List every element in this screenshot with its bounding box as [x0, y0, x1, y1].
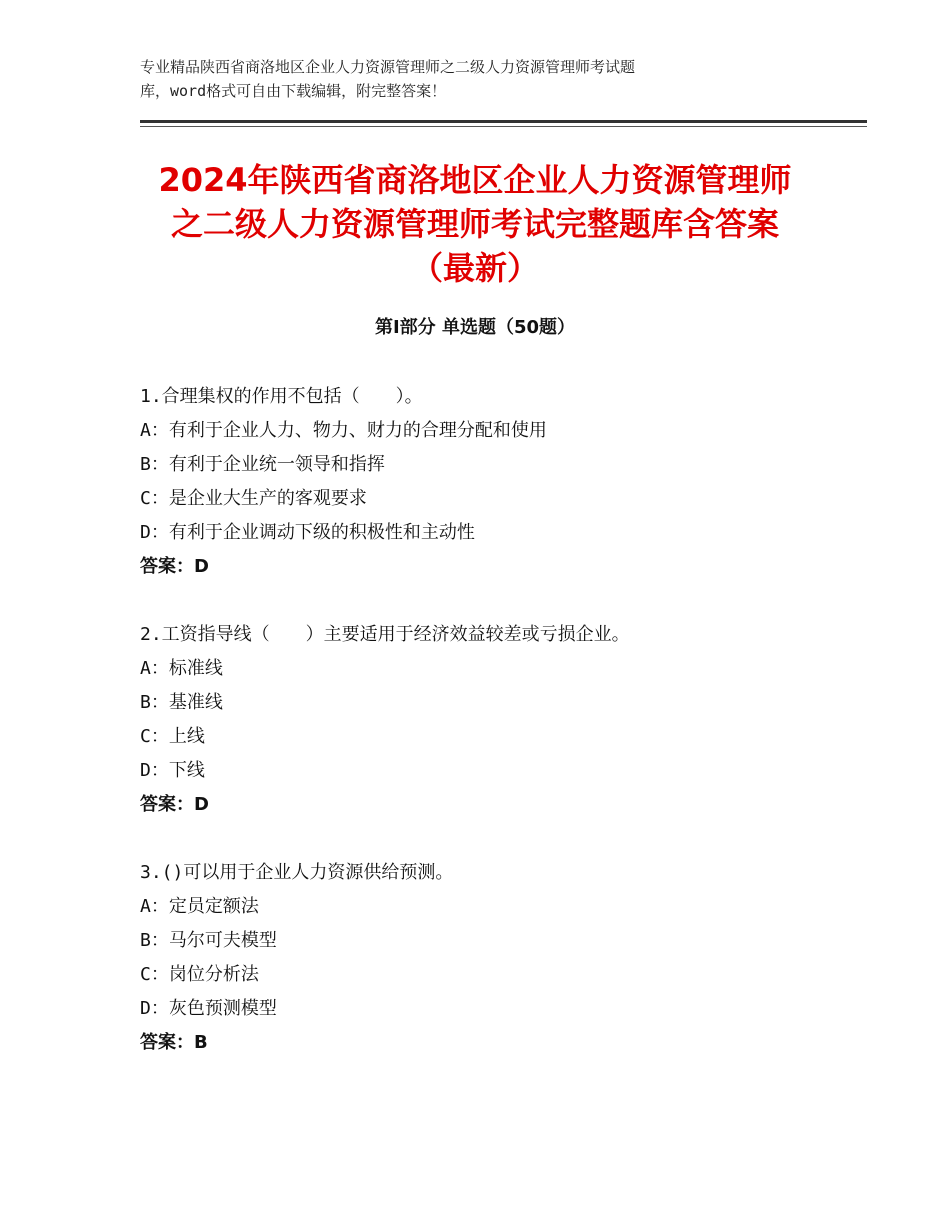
option-c: C：上线 — [140, 726, 205, 747]
option-b: B：基准线 — [140, 692, 223, 713]
question-list — [140, 380, 860, 1094]
header-divider-thin — [140, 126, 867, 127]
question-item — [140, 856, 860, 1060]
header-note-line-2: 库，word格式可自由下载编辑，附完整答案！ — [140, 82, 447, 100]
header-divider-thick — [140, 120, 867, 123]
question-stem: 2.工资指导线（ ）主要适用于经济效益较差或亏损企业。 — [140, 624, 630, 645]
option-c: C：是企业大生产的客观要求 — [140, 488, 367, 509]
option-b: B：马尔可夫模型 — [140, 930, 277, 951]
question-item — [140, 618, 860, 822]
option-a: A：有利于企业人力、物力、财力的合理分配和使用 — [140, 420, 547, 441]
document-title — [100, 158, 850, 290]
answer-label: 答案：D — [140, 556, 209, 577]
option-a: A：标准线 — [140, 658, 223, 679]
option-d: D：下线 — [140, 760, 205, 781]
header-note — [140, 55, 820, 103]
option-d: D：有利于企业调动下级的积极性和主动性 — [140, 522, 475, 543]
question-stem: 3.()可以用于企业人力资源供给预测。 — [140, 862, 454, 883]
option-a: A：定员定额法 — [140, 896, 259, 917]
question-item — [140, 380, 860, 584]
answer-label: 答案：B — [140, 1032, 208, 1053]
answer-label: 答案：D — [140, 794, 209, 815]
header-note-line-1: 专业精品陕西省商洛地区企业人力资源管理师之二级人力资源管理师考试题 — [140, 58, 636, 76]
document-title-line-3: （最新） — [410, 249, 539, 287]
document-title-line-1: 2024年陕西省商洛地区企业人力资源管理师 — [158, 161, 792, 199]
document-title-line-2: 之二级人力资源管理师考试完整题库含答案 — [170, 205, 779, 243]
section-heading: 第Ⅰ部分 单选题（50题） — [374, 317, 575, 338]
option-c: C：岗位分析法 — [140, 964, 259, 985]
option-b: B：有利于企业统一领导和指挥 — [140, 454, 385, 475]
question-stem: 1.合理集权的作用不包括（ ）。 — [140, 386, 423, 407]
option-d: D：灰色预测模型 — [140, 998, 277, 1019]
